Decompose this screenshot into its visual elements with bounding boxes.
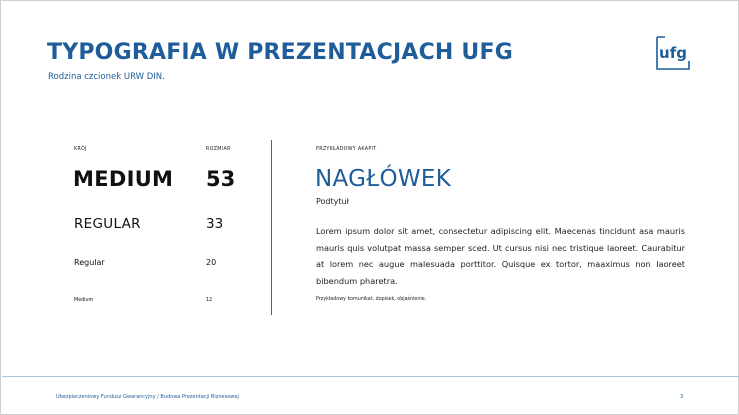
footer-divider	[2, 376, 739, 377]
specimen-size-33: 33	[206, 216, 224, 232]
example-subheading: Podtytuł	[316, 197, 349, 206]
specimen-name-regular-33: REGULAR	[74, 216, 141, 232]
slide-subtitle: Rodzina czcionek URW DIN.	[48, 72, 165, 82]
example-paragraph: Lorem ipsum dolor sit amet, consectetur adipiscing elit. Maecenas tincidunt asa mauris mauris quis volutpat massa semper sced. Ut cursus nisi nec tristique laoreet. Caurabitur at lorem nec augue malesuada porttitor. Quisque ex tortor, maaximus non laoreet bibendum pharetra.	[316, 226, 685, 286]
specimen-size-20: 20	[206, 258, 217, 267]
logo-text: ufg	[659, 44, 687, 62]
example-note: Przykładowy komunikat, dopisek, objaśnienie.	[316, 297, 427, 302]
example-label: PRZYKŁADOWY AKAPIT	[316, 147, 377, 152]
page-number: 3	[680, 394, 684, 400]
slide-title: TYPOGRAFIA W PREZENTACJACH UFG	[47, 40, 513, 65]
column-label-style: KRÓJ	[74, 147, 87, 152]
column-divider	[271, 140, 272, 315]
column-label-size: ROZMIAR	[206, 147, 231, 152]
specimen-size-53: 53	[206, 167, 236, 191]
specimen-name-regular-20: Regular	[74, 258, 105, 267]
ufg-logo-mark	[655, 36, 691, 70]
footer-breadcrumb: Ubezpieczeniowy Fundusz Gwarancyjny / Budowa Prezentacji Biznesowej	[56, 394, 239, 400]
ufg-logo	[655, 36, 691, 70]
example-heading: NAGŁÓWEK	[315, 166, 452, 192]
specimen-name-medium-12: Medium	[74, 298, 94, 303]
specimen-name-medium-53: MEDIUM	[73, 167, 174, 191]
specimen-size-12: 12	[206, 298, 213, 303]
